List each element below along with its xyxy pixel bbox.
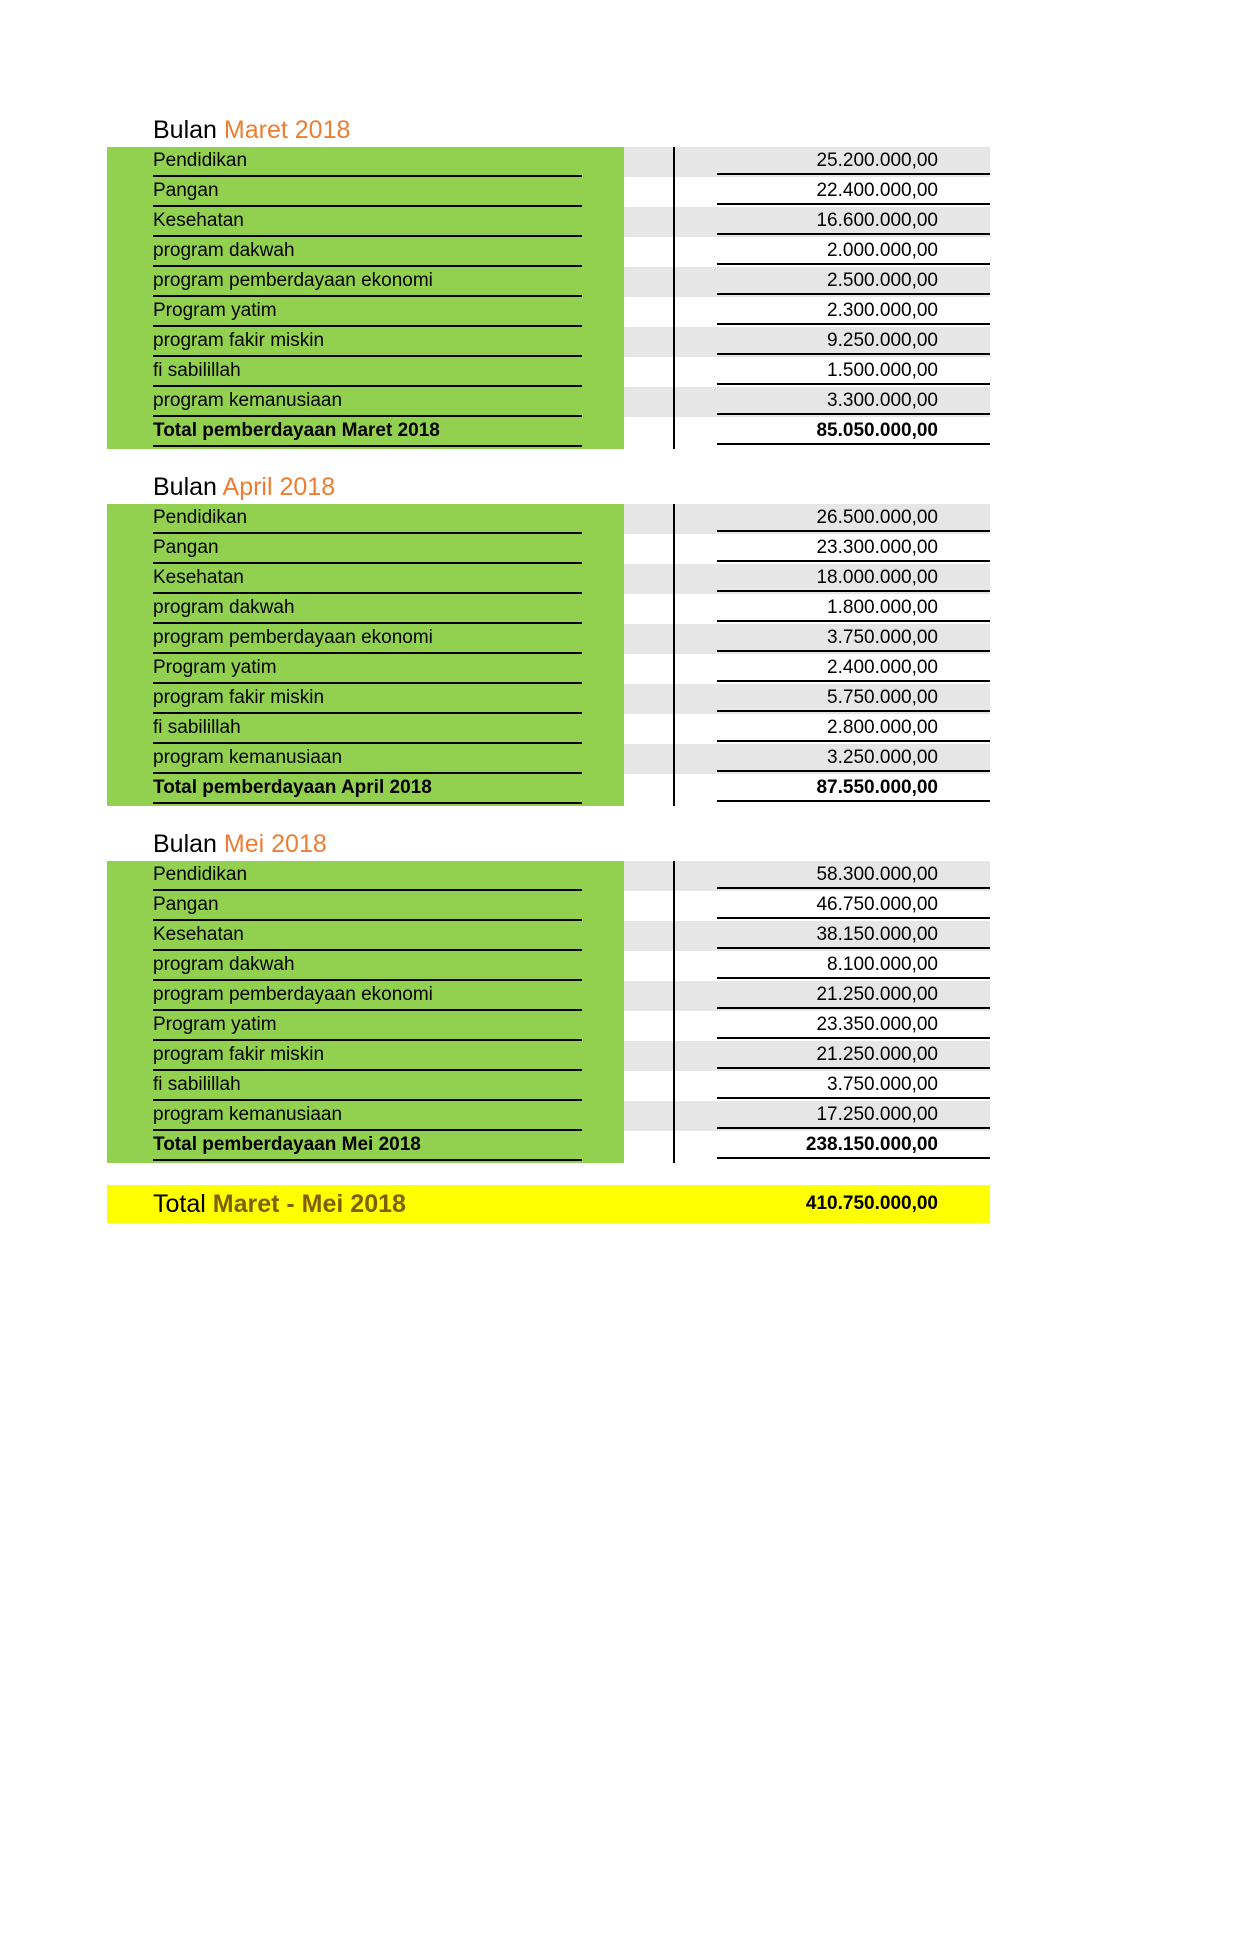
table-row [107, 297, 990, 327]
row-value: 23.300.000,00 [717, 534, 990, 562]
row-label: program pemberdayaan ekonomi [153, 267, 582, 297]
table-row [107, 951, 990, 981]
table-row [107, 387, 990, 417]
row-label: Pendidikan [153, 147, 582, 177]
row-value: 9.250.000,00 [717, 327, 990, 355]
table-row [107, 981, 990, 1011]
table-row [107, 237, 990, 267]
row-label: program dakwah [153, 594, 582, 624]
row-value: 3.250.000,00 [717, 744, 990, 772]
row-label: program dakwah [153, 951, 582, 981]
total-value: 238.150.000,00 [717, 1131, 990, 1159]
grand-total-prefix: Total [153, 1190, 206, 1218]
row-label: program fakir miskin [153, 684, 582, 714]
section-title [153, 829, 327, 859]
row-value: 3.750.000,00 [717, 624, 990, 652]
row-value: 22.400.000,00 [717, 177, 990, 205]
table-row [107, 684, 990, 714]
section-title [153, 472, 335, 502]
table-row [107, 504, 990, 534]
table-row [107, 1011, 990, 1041]
table-row [107, 921, 990, 951]
row-label: program kemanusiaan [153, 744, 582, 774]
row-value: 16.600.000,00 [717, 207, 990, 235]
grand-total-label [153, 1185, 406, 1223]
row-label: Program yatim [153, 654, 582, 684]
row-label: fi sabilillah [153, 714, 582, 744]
column-divider [673, 861, 675, 1163]
row-label: program dakwah [153, 237, 582, 267]
table-row [107, 177, 990, 207]
table-row [107, 357, 990, 387]
row-label: Pendidikan [153, 861, 582, 891]
table-row [107, 624, 990, 654]
row-value: 2.000.000,00 [717, 237, 990, 265]
row-value: 1.800.000,00 [717, 594, 990, 622]
table-row [107, 1041, 990, 1071]
table-row [107, 534, 990, 564]
total-label: Total pemberdayaan April 2018 [153, 774, 582, 804]
row-label: Pangan [153, 534, 582, 564]
row-label: program fakir miskin [153, 1041, 582, 1071]
row-value: 38.150.000,00 [717, 921, 990, 949]
total-row [107, 417, 990, 447]
row-label: program pemberdayaan ekonomi [153, 981, 582, 1011]
row-label: fi sabilillah [153, 357, 582, 387]
row-value: 18.000.000,00 [717, 564, 990, 592]
section-title-month: Maret 2018 [223, 116, 351, 144]
row-label: program kemanusiaan [153, 387, 582, 417]
row-value: 2.500.000,00 [717, 267, 990, 295]
table-row [107, 147, 990, 177]
row-value: 2.400.000,00 [717, 654, 990, 682]
row-value: 8.100.000,00 [717, 951, 990, 979]
total-label: Total pemberdayaan Mei 2018 [153, 1131, 582, 1161]
row-value: 21.250.000,00 [717, 1041, 990, 1069]
row-label: Pangan [153, 891, 582, 921]
table-row [107, 564, 990, 594]
table-row [107, 327, 990, 357]
column-divider [673, 147, 675, 449]
section-title [153, 115, 350, 145]
row-value: 21.250.000,00 [717, 981, 990, 1009]
section-title-month: April 2018 [222, 473, 336, 501]
table-row [107, 714, 990, 744]
row-label: Kesehatan [153, 921, 582, 951]
table-row [107, 267, 990, 297]
row-value: 2.800.000,00 [717, 714, 990, 742]
section-title-prefix: Bulan [153, 473, 217, 501]
row-value: 23.350.000,00 [717, 1011, 990, 1039]
row-value: 5.750.000,00 [717, 684, 990, 712]
row-value: 2.300.000,00 [717, 297, 990, 325]
row-label: Pangan [153, 177, 582, 207]
row-label: Kesehatan [153, 564, 582, 594]
table-row [107, 891, 990, 921]
table-row [107, 744, 990, 774]
row-label: Program yatim [153, 297, 582, 327]
row-label: Kesehatan [153, 207, 582, 237]
row-value: 25.200.000,00 [717, 147, 990, 175]
table-row [107, 1101, 990, 1131]
table-row [107, 1071, 990, 1101]
row-value: 26.500.000,00 [717, 504, 990, 532]
row-value: 58.300.000,00 [717, 861, 990, 889]
column-divider [673, 504, 675, 806]
row-value: 3.300.000,00 [717, 387, 990, 415]
section-title-prefix: Bulan [153, 830, 217, 858]
row-label: program kemanusiaan [153, 1101, 582, 1131]
row-label: program fakir miskin [153, 327, 582, 357]
table-row [107, 861, 990, 891]
grand-total-range: Maret - Mei 2018 [212, 1190, 406, 1218]
row-value: 46.750.000,00 [717, 891, 990, 919]
grand-total-value: 410.750.000,00 [805, 1193, 938, 1214]
section-title-month: Mei 2018 [223, 830, 327, 858]
row-value: 17.250.000,00 [717, 1101, 990, 1129]
section-title-prefix: Bulan [153, 116, 217, 144]
row-label: Pendidikan [153, 504, 582, 534]
row-label: program pemberdayaan ekonomi [153, 624, 582, 654]
grand-total-row [107, 1185, 990, 1223]
table-row [107, 654, 990, 684]
total-row [107, 774, 990, 804]
row-label: Program yatim [153, 1011, 582, 1041]
table-row [107, 207, 990, 237]
total-value: 85.050.000,00 [717, 417, 990, 445]
row-value: 3.750.000,00 [717, 1071, 990, 1099]
row-value: 1.500.000,00 [717, 357, 990, 385]
total-value: 87.550.000,00 [717, 774, 990, 802]
total-label: Total pemberdayaan Maret 2018 [153, 417, 582, 447]
table-row [107, 594, 990, 624]
total-row [107, 1131, 990, 1161]
row-label: fi sabilillah [153, 1071, 582, 1101]
